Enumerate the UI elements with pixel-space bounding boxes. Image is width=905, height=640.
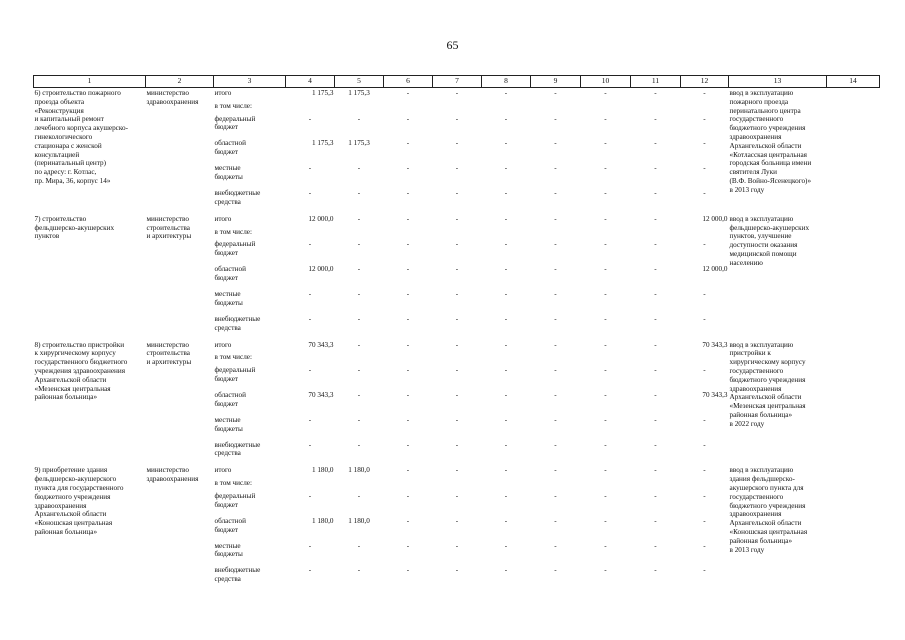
- amount-cell: -: [455, 188, 459, 197]
- funding-source-label: внебюджетные средства: [214, 440, 261, 458]
- amount-cell: -: [604, 164, 607, 173]
- amount-cell: -: [357, 114, 361, 123]
- amount-cell: -: [703, 415, 706, 424]
- amount-cell: -: [504, 164, 508, 173]
- empty-cell: [384, 479, 433, 492]
- funding-source-label: в том числе:: [214, 101, 252, 110]
- amount-cell: 1 175,3: [311, 139, 334, 148]
- funding-source-label: итого: [214, 340, 232, 349]
- amount-cell: -: [406, 466, 410, 475]
- amount-cell: -: [604, 566, 607, 575]
- amount-cell: -: [703, 491, 706, 500]
- amount-cell: -: [455, 340, 459, 349]
- amount-cell: -: [654, 289, 657, 298]
- funding-source-label: в том числе:: [214, 479, 252, 488]
- empty-cell: [335, 479, 384, 492]
- empty-cell: [581, 353, 631, 366]
- funding-source-label: итого: [214, 214, 232, 223]
- column-14-cell: [827, 340, 880, 466]
- amount-cell: -: [654, 89, 657, 97]
- empty-cell: [681, 479, 729, 492]
- empty-cell: [433, 228, 482, 241]
- amount-cell: -: [504, 566, 508, 575]
- empty-cell: [286, 479, 335, 492]
- amount-cell: -: [308, 440, 312, 449]
- page-number: 65: [446, 38, 459, 52]
- amount-cell: -: [455, 114, 459, 123]
- amount-cell: -: [504, 89, 508, 97]
- amount-cell: -: [406, 340, 410, 349]
- amount-cell: -: [455, 541, 459, 550]
- amount-cell: -: [504, 440, 508, 449]
- empty-cell: [581, 479, 631, 492]
- amount-cell: -: [455, 139, 459, 148]
- amount-cell: -: [455, 516, 459, 525]
- amount-cell: -: [604, 265, 607, 274]
- amount-cell: -: [308, 366, 312, 375]
- expected-outcome: ввод в эксплуатацию фельдшерско-акушерских пунктов, улучшение доступности оказания медицинской помощи населению: [729, 214, 810, 267]
- amount-cell: -: [604, 314, 607, 323]
- amount-cell: -: [554, 314, 557, 323]
- amount-cell: -: [357, 340, 361, 349]
- amount-cell: -: [554, 541, 557, 550]
- funding-source-label: областной бюджет: [214, 265, 246, 282]
- amount-cell: -: [406, 89, 410, 97]
- column-header: 12: [681, 76, 729, 88]
- amount-cell: -: [406, 289, 410, 298]
- funding-source-label: внебюджетные средства: [214, 566, 261, 584]
- amount-cell: -: [308, 164, 312, 173]
- amount-cell: -: [703, 541, 706, 550]
- funding-source-label: итого: [214, 466, 232, 475]
- amount-cell: -: [654, 390, 657, 399]
- amount-cell: -: [703, 240, 706, 249]
- empty-cell: [581, 228, 631, 241]
- amount-cell: -: [504, 541, 508, 550]
- amount-cell: -: [554, 289, 557, 298]
- amount-cell: -: [308, 415, 312, 424]
- column-14-cell: [827, 465, 880, 591]
- amount-cell: 1 175,3: [348, 139, 370, 148]
- column-header: 13: [729, 76, 827, 88]
- amount-cell: -: [504, 491, 508, 500]
- amount-cell: -: [654, 164, 657, 173]
- amount-cell: -: [406, 566, 410, 575]
- amount-cell: -: [554, 164, 557, 173]
- amount-cell: -: [554, 265, 557, 274]
- amount-cell: -: [654, 541, 657, 550]
- amount-cell: -: [504, 366, 508, 375]
- amount-cell: -: [504, 114, 508, 123]
- amount-cell: 70 343,3: [702, 390, 728, 399]
- empty-cell: [631, 228, 681, 241]
- measure-description: 9) приобретение здания фельдшерско-акушерского пункта для государственного бюджетного учреждения здравоохранения Архангельской области «Коношская центральная районная больница»: [34, 466, 124, 536]
- funding-source-label: внебюджетные средства: [214, 314, 261, 332]
- column-header: 14: [827, 76, 880, 88]
- measure-description: 8) строительство пристройки к хирургическому корпусу государственного бюджетного учреждения здравоохранения Архангельской области «Мезенская центральная районная больница»: [34, 340, 128, 402]
- amount-cell: -: [357, 164, 361, 173]
- amount-cell: -: [554, 188, 557, 197]
- empty-cell: [286, 102, 335, 115]
- amount-cell: -: [703, 188, 706, 197]
- amount-cell: -: [406, 240, 410, 249]
- expected-outcome: ввод в эксплуатацию пожарного проезда перинатального центра государственного бюджетного учреждения здравоохранения Архангельской области «Котласская центральная городская больница имени святителя Луки (В.Ф. Войно-Ясенецкого)» в 2013 году: [729, 89, 812, 194]
- amount-cell: -: [554, 340, 557, 349]
- amount-cell: -: [406, 541, 410, 550]
- amount-cell: -: [654, 466, 657, 475]
- funding-source-label: областной бюджет: [214, 139, 246, 157]
- column-header: 10: [581, 76, 631, 88]
- table-row: [34, 465, 880, 479]
- amount-cell: -: [703, 466, 706, 475]
- amount-cell: -: [654, 440, 657, 449]
- amount-cell: -: [604, 466, 607, 475]
- responsible-executor: министерство строительства и архитектуры: [146, 214, 192, 241]
- empty-cell: [681, 228, 729, 241]
- amount-cell: 12 000,0: [308, 265, 334, 274]
- column-header: 4: [286, 76, 335, 88]
- amount-cell: -: [654, 188, 657, 197]
- amount-cell: -: [604, 366, 607, 375]
- empty-cell: [335, 228, 384, 241]
- empty-cell: [286, 353, 335, 366]
- amount-cell: -: [455, 566, 459, 575]
- amount-cell: -: [554, 139, 557, 148]
- responsible-executor: министерство здравоохранения: [146, 466, 199, 484]
- amount-cell: -: [554, 390, 557, 399]
- amount-cell: -: [604, 240, 607, 249]
- amount-cell: 1 180,0: [348, 466, 370, 475]
- amount-cell: -: [308, 188, 312, 197]
- amount-cell: -: [406, 491, 410, 500]
- amount-cell: -: [554, 240, 557, 249]
- amount-cell: -: [357, 289, 361, 298]
- amount-cell: -: [357, 366, 361, 375]
- amount-cell: -: [654, 415, 657, 424]
- amount-cell: -: [406, 214, 410, 223]
- amount-cell: -: [406, 139, 410, 148]
- amount-cell: -: [455, 440, 459, 449]
- amount-cell: -: [554, 366, 557, 375]
- column-14-cell: [827, 214, 880, 340]
- empty-cell: [681, 102, 729, 115]
- amount-cell: -: [604, 491, 607, 500]
- amount-cell: -: [308, 566, 312, 575]
- amount-cell: -: [455, 466, 459, 475]
- amount-cell: -: [406, 415, 410, 424]
- empty-cell: [581, 102, 631, 115]
- amount-cell: -: [604, 541, 607, 550]
- funding-source-label: внебюджетные средства: [214, 188, 261, 206]
- empty-cell: [384, 102, 433, 115]
- measure-description: 7) строительство фельдшерско-акушерских пунктов: [34, 214, 115, 241]
- amount-cell: -: [554, 440, 557, 449]
- amount-cell: 70 343,3: [308, 340, 334, 349]
- amount-cell: 12 000,0: [702, 265, 728, 274]
- amount-cell: -: [406, 188, 410, 197]
- empty-cell: [531, 353, 581, 366]
- amount-cell: -: [455, 415, 459, 424]
- amount-cell: -: [703, 440, 706, 449]
- amount-cell: -: [357, 265, 361, 274]
- table-row: [34, 88, 880, 102]
- amount-cell: 1 180,0: [311, 516, 334, 525]
- amount-cell: -: [455, 491, 459, 500]
- responsible-executor: министерство строительства и архитектуры: [146, 340, 192, 367]
- amount-cell: -: [703, 366, 706, 375]
- amount-cell: -: [654, 240, 657, 249]
- amount-cell: -: [554, 566, 557, 575]
- amount-cell: -: [357, 440, 361, 449]
- amount-cell: -: [504, 314, 508, 323]
- amount-cell: -: [504, 516, 508, 525]
- amount-cell: -: [604, 114, 607, 123]
- amount-cell: -: [406, 265, 410, 274]
- amount-cell: -: [308, 289, 312, 298]
- amount-cell: -: [406, 164, 410, 173]
- amount-cell: -: [455, 164, 459, 173]
- empty-cell: [681, 353, 729, 366]
- column-header: 1: [34, 76, 146, 88]
- empty-cell: [482, 353, 531, 366]
- amount-cell: -: [504, 188, 508, 197]
- empty-cell: [335, 353, 384, 366]
- column-header: 9: [531, 76, 581, 88]
- empty-cell: [531, 102, 581, 115]
- column-header: 6: [384, 76, 433, 88]
- amount-cell: -: [604, 89, 607, 97]
- empty-cell: [482, 102, 531, 115]
- amount-cell: -: [357, 188, 361, 197]
- amount-cell: -: [703, 89, 706, 97]
- column-header: 5: [335, 76, 384, 88]
- amount-cell: -: [654, 340, 657, 349]
- empty-cell: [433, 102, 482, 115]
- amount-cell: 12 000,0: [702, 214, 728, 223]
- amount-cell: -: [455, 265, 459, 274]
- funding-source-label: федеральный бюджет: [214, 240, 256, 258]
- empty-cell: [482, 228, 531, 241]
- amount-cell: -: [455, 214, 459, 223]
- funding-source-label: местные бюджеты: [214, 164, 243, 181]
- amount-cell: -: [604, 415, 607, 424]
- funding-source-label: местные бюджеты: [214, 415, 243, 433]
- amount-cell: -: [604, 516, 607, 525]
- amount-cell: -: [654, 214, 657, 223]
- amount-cell: -: [406, 366, 410, 375]
- amount-cell: -: [406, 440, 410, 449]
- responsible-executor: министерство здравоохранения: [146, 89, 199, 106]
- amount-cell: -: [357, 566, 361, 575]
- funding-source-label: в том числе:: [214, 353, 252, 362]
- amount-cell: -: [455, 89, 459, 97]
- empty-cell: [631, 102, 681, 115]
- funding-source-label: местные бюджеты: [214, 289, 243, 307]
- column-14-cell: [827, 88, 880, 214]
- amount-cell: -: [554, 89, 557, 97]
- amount-cell: -: [455, 390, 459, 399]
- amount-cell: -: [703, 164, 706, 173]
- amount-cell: 1 180,0: [348, 516, 370, 525]
- measure-description: 6) строительство пожарного проезда объекта «Реконструкция и капитальный ремонт лечебного корпуса акушерско- гинекологического стационара с женской консультацией (перинатальный центр) по адресу: г. Котлас, пр. Мира, 36, корпус 14»: [34, 89, 128, 185]
- table-row: [34, 340, 880, 354]
- amount-cell: -: [604, 139, 607, 148]
- empty-cell: [286, 228, 335, 241]
- funding-source-label: областной бюджет: [214, 390, 246, 408]
- amount-cell: 1 180,0: [311, 466, 334, 475]
- column-header: 8: [482, 76, 531, 88]
- empty-cell: [335, 102, 384, 115]
- amount-cell: -: [308, 541, 312, 550]
- amount-cell: -: [406, 314, 410, 323]
- amount-cell: -: [504, 390, 508, 399]
- empty-cell: [631, 353, 681, 366]
- amount-cell: -: [654, 314, 657, 323]
- amount-cell: -: [357, 415, 361, 424]
- amount-cell: -: [703, 566, 706, 575]
- amount-cell: 1 175,3: [311, 89, 334, 97]
- amount-cell: -: [654, 114, 657, 123]
- empty-cell: [531, 228, 581, 241]
- empty-cell: [631, 479, 681, 492]
- amount-cell: -: [455, 240, 459, 249]
- amount-cell: -: [504, 139, 508, 148]
- amount-cell: -: [703, 314, 706, 323]
- empty-cell: [531, 479, 581, 492]
- amount-cell: -: [504, 265, 508, 274]
- amount-cell: -: [504, 415, 508, 424]
- empty-cell: [384, 228, 433, 241]
- expected-outcome: ввод в эксплуатацию пристройки к хирургическому корпусу государственного бюджетного учреждения здравоохранения Архангельской области «Мезенская центральная районная больница» в 2022 году: [729, 340, 806, 428]
- expected-outcome: ввод в эксплуатацию здания фельдшерско- акушерского пункта для государственного бюджетного учреждения здравоохранения Архангельской области «Коношская центральная районная больница» в 2013 году: [729, 466, 808, 554]
- amount-cell: -: [357, 214, 361, 223]
- funding-source-label: итого: [214, 89, 232, 97]
- amount-cell: -: [703, 289, 706, 298]
- program-table: [33, 75, 880, 591]
- column-numbers-row: [34, 76, 880, 88]
- empty-cell: [384, 353, 433, 366]
- amount-cell: -: [554, 114, 557, 123]
- amount-cell: -: [357, 240, 361, 249]
- amount-cell: -: [406, 516, 410, 525]
- amount-cell: -: [554, 214, 557, 223]
- table-body: [34, 88, 880, 592]
- amount-cell: -: [703, 516, 706, 525]
- amount-cell: -: [554, 516, 557, 525]
- amount-cell: -: [604, 188, 607, 197]
- amount-cell: -: [504, 214, 508, 223]
- amount-cell: 70 343,3: [308, 390, 334, 399]
- amount-cell: -: [308, 314, 312, 323]
- amount-cell: -: [357, 541, 361, 550]
- amount-cell: -: [654, 139, 657, 148]
- amount-cell: -: [604, 340, 607, 349]
- amount-cell: -: [308, 114, 312, 123]
- amount-cell: 1 175,3: [348, 89, 370, 97]
- amount-cell: -: [406, 390, 410, 399]
- column-header: 3: [214, 76, 286, 88]
- funding-source-label: федеральный бюджет: [214, 366, 256, 383]
- amount-cell: 70 343,3: [702, 340, 728, 349]
- funding-source-label: областной бюджет: [214, 516, 246, 534]
- amount-cell: -: [308, 240, 312, 249]
- amount-cell: -: [357, 491, 361, 500]
- amount-cell: -: [703, 139, 706, 148]
- empty-cell: [433, 479, 482, 492]
- amount-cell: -: [504, 466, 508, 475]
- amount-cell: -: [654, 491, 657, 500]
- amount-cell: -: [357, 390, 361, 399]
- amount-cell: -: [554, 415, 557, 424]
- amount-cell: -: [604, 214, 607, 223]
- column-header: 2: [146, 76, 214, 88]
- amount-cell: 12 000,0: [308, 214, 334, 223]
- table-row: [34, 214, 880, 228]
- column-header: 11: [631, 76, 681, 88]
- amount-cell: -: [455, 314, 459, 323]
- amount-cell: -: [654, 566, 657, 575]
- amount-cell: -: [504, 340, 508, 349]
- empty-cell: [433, 353, 482, 366]
- amount-cell: -: [654, 366, 657, 375]
- funding-source-label: местные бюджеты: [214, 541, 243, 559]
- amount-cell: -: [654, 516, 657, 525]
- amount-cell: -: [357, 314, 361, 323]
- amount-cell: -: [308, 491, 312, 500]
- amount-cell: -: [554, 491, 557, 500]
- amount-cell: -: [455, 289, 459, 298]
- amount-cell: -: [604, 440, 607, 449]
- amount-cell: -: [455, 366, 459, 375]
- amount-cell: -: [654, 265, 657, 274]
- empty-cell: [482, 479, 531, 492]
- amount-cell: -: [604, 289, 607, 298]
- funding-source-label: федеральный бюджет: [214, 114, 256, 132]
- amount-cell: -: [504, 240, 508, 249]
- amount-cell: -: [406, 114, 410, 123]
- funding-source-label: в том числе:: [214, 227, 252, 236]
- amount-cell: -: [703, 114, 706, 123]
- column-header: 7: [433, 76, 482, 88]
- amount-cell: -: [504, 289, 508, 298]
- amount-cell: -: [604, 390, 607, 399]
- amount-cell: -: [554, 466, 557, 475]
- funding-source-label: федеральный бюджет: [214, 491, 256, 509]
